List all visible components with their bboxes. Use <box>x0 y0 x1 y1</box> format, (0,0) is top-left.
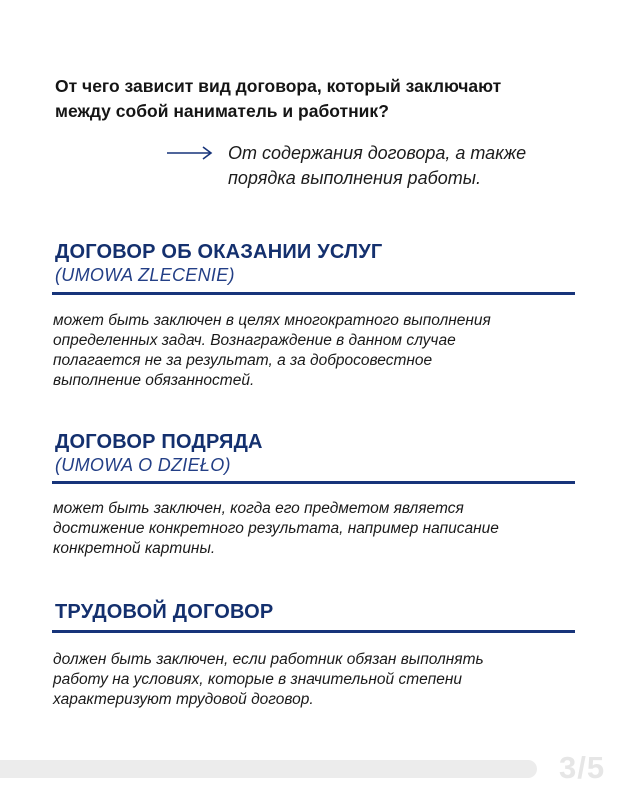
section-divider <box>52 481 575 484</box>
answer-line: порядка выполнения работы. <box>228 168 481 188</box>
description-line: полагается не за результат, а за добросовестное <box>53 352 433 369</box>
description-line: может быть заключен в целях многократного выполнения <box>53 312 491 329</box>
progress-track <box>0 760 537 778</box>
answer-line: От содержания договора, а также <box>228 143 527 163</box>
description-line: характеризуют трудовой договор. <box>53 691 314 708</box>
section-subtitle-work-contract: (UMOWA O DZIEŁO) <box>55 455 231 475</box>
description-line: может быть заключен, когда его предметом является <box>53 500 464 517</box>
section-divider <box>52 630 575 633</box>
page-counter: 3/5 <box>559 750 606 785</box>
description-line: достижение конкретного результата, например написание <box>53 520 499 537</box>
description-line: определенных задач. Вознаграждение в данном случае <box>53 332 456 349</box>
section-description <box>53 499 593 559</box>
answer-row <box>166 141 606 191</box>
question-line: От чего зависит вид договора, который заключают <box>55 76 502 96</box>
description-line: работу на условиях, которые в значительной степени <box>53 671 463 688</box>
description-line: выполнение обязанностей. <box>53 372 255 389</box>
section-description <box>53 311 593 391</box>
question-line: между собой наниматель и работник? <box>55 101 389 121</box>
section-title-employment-contract: ТРУДОВОЙ ДОГОВОР <box>55 601 274 623</box>
section-subtitle-service-contract: (UMOWA ZLECENIE) <box>55 265 235 285</box>
arrow-right-icon <box>166 143 214 163</box>
question-heading <box>55 74 595 124</box>
description-line: должен быть заключен, если работник обязан выполнять <box>53 651 484 668</box>
section-title-service-contract: ДОГОВОР ОБ ОКАЗАНИИ УСЛУГ <box>55 241 383 263</box>
section-divider <box>52 292 575 295</box>
section-title-work-contract: ДОГОВОР ПОДРЯДА <box>55 431 263 453</box>
description-line: конкретной картины. <box>53 540 216 557</box>
answer-text <box>228 141 526 191</box>
section-description <box>53 650 593 710</box>
